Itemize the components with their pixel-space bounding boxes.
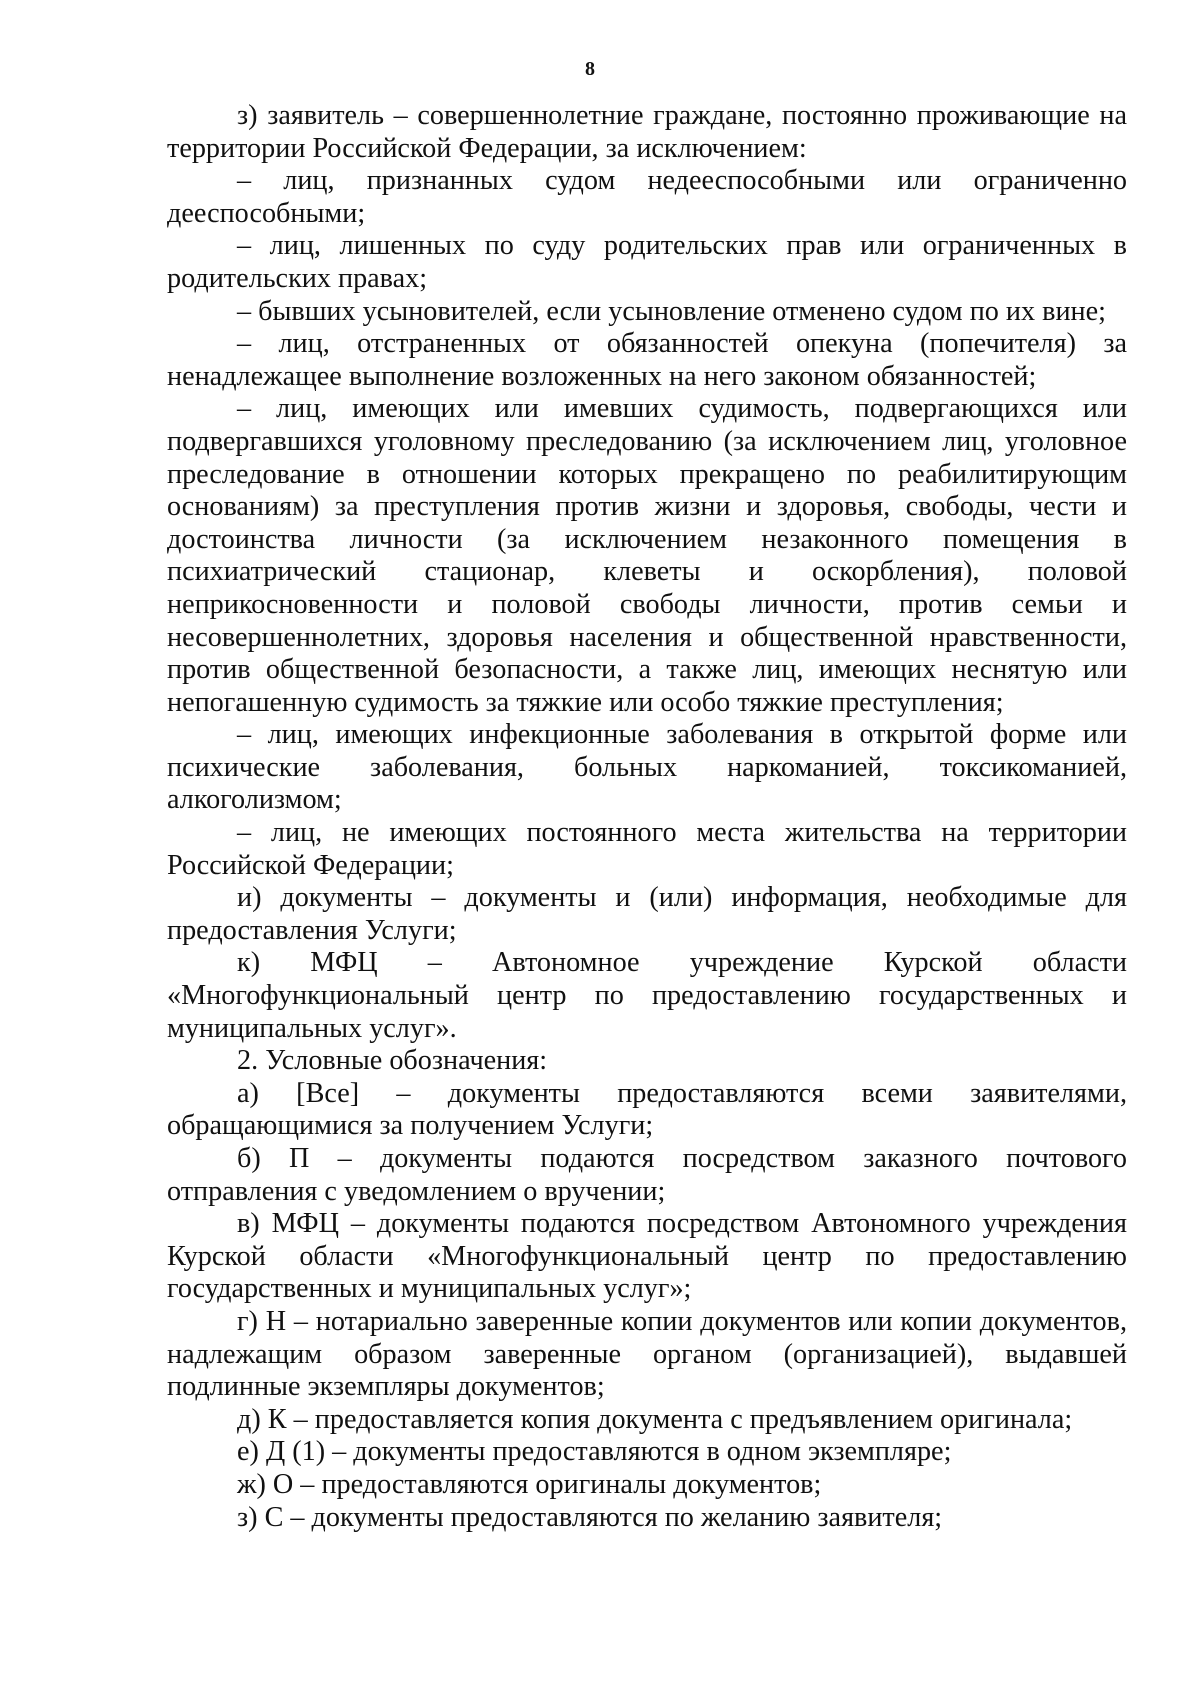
exclusion-former-adopters: – бывших усыновителей, если усыновление отменено судом по их вине; — [237, 295, 1106, 327]
symbol-post: б) П – документы подаются посредством заказного почтового отправления с уведомлением о вручении; — [167, 1143, 1127, 1207]
symbol-notarized: г) Н – нотариально заверенные копии документов или копии документов, надлежащим образом заверенные органом (организацией), выдавшей подлинные экземпляры документов; — [167, 1305, 1127, 1403]
symbol-mfc: в) МФЦ – документы подаются посредством Автономного учреждения Курской области «Многофункциональный центр по предоставлению государственных и муниципальных услуг»; — [167, 1208, 1127, 1305]
exclusion-criminal-record: – лиц, имеющих или имевших судимость, подвергающихся или подвергавшихся уголовному преследованию (за исключением лиц, уголовное преследование в отношении которых прекращено по реабилитирующим основаниям) за преступления против жизни и здоровья, свободы, чести и достоинства личности (за исключением незаконного помещения в психиатрический стационар, клеветы и оскорбления), половой неприкосновенности и половой свободы личности, против семьи и несовершеннолетних, здоровья населения и общественной нравственности, против общественной безопасности, а также лиц, имеющих неснятую или непогашенную судимость за тяжкие или особо тяжкие преступления; — [167, 393, 1127, 718]
document-body — [167, 100, 1127, 1534]
symbol-all: а) [Все] – документы предоставляются всеми заявителями, обращающимися за получением Услуги; — [167, 1077, 1127, 1142]
symbol-one-copy: е) Д (1) – документы предоставляются в одном экземпляре; — [237, 1436, 952, 1468]
exclusion-diseases: – лиц, имеющих инфекционные заболевания в открытой форме или психические заболевания, больных наркоманией, токсикоманией, алкоголизмом; — [167, 719, 1127, 816]
section-heading-symbols: 2. Условные обозначения: — [237, 1045, 548, 1077]
definition-mfc: к) МФЦ – Автономное учреждение Курской области «Многофункциональный центр по предоставлению государственных и муниципальных услуг». — [167, 947, 1127, 1044]
page-number: 8 — [585, 58, 595, 80]
symbol-originals: ж) О – предоставляются оригиналы документов; — [237, 1468, 822, 1500]
exclusion-no-residence: – лиц, не имеющих постоянного места жительства на территории Российской Федерации; — [167, 817, 1127, 881]
symbol-optional: з) С – документы предоставляются по желанию заявителя; — [237, 1501, 943, 1533]
symbol-copy: д) К – предоставляется копия документа с предъявлением оригинала; — [237, 1403, 1073, 1435]
definition-documents: и) документы – документы и (или) информация, необходимые для предоставления Услуги; — [167, 882, 1127, 946]
exclusion-removed-guardians: – лиц, отстраненных от обязанностей опекуна (попечителя) за ненадлежащее выполнение возложенных на него законом обязанностей; — [167, 328, 1127, 392]
exclusion-deprived-parental-rights: – лиц, лишенных по суду родительских прав или ограниченных в родительских правах; — [167, 230, 1127, 294]
definition-applicant: з) заявитель – совершеннолетние граждане, постоянно проживающие на территории Российской Федерации, за исключением: — [167, 100, 1127, 164]
exclusion-incapacitated: – лиц, признанных судом недееспособными или ограниченно дееспособными; — [167, 165, 1127, 229]
